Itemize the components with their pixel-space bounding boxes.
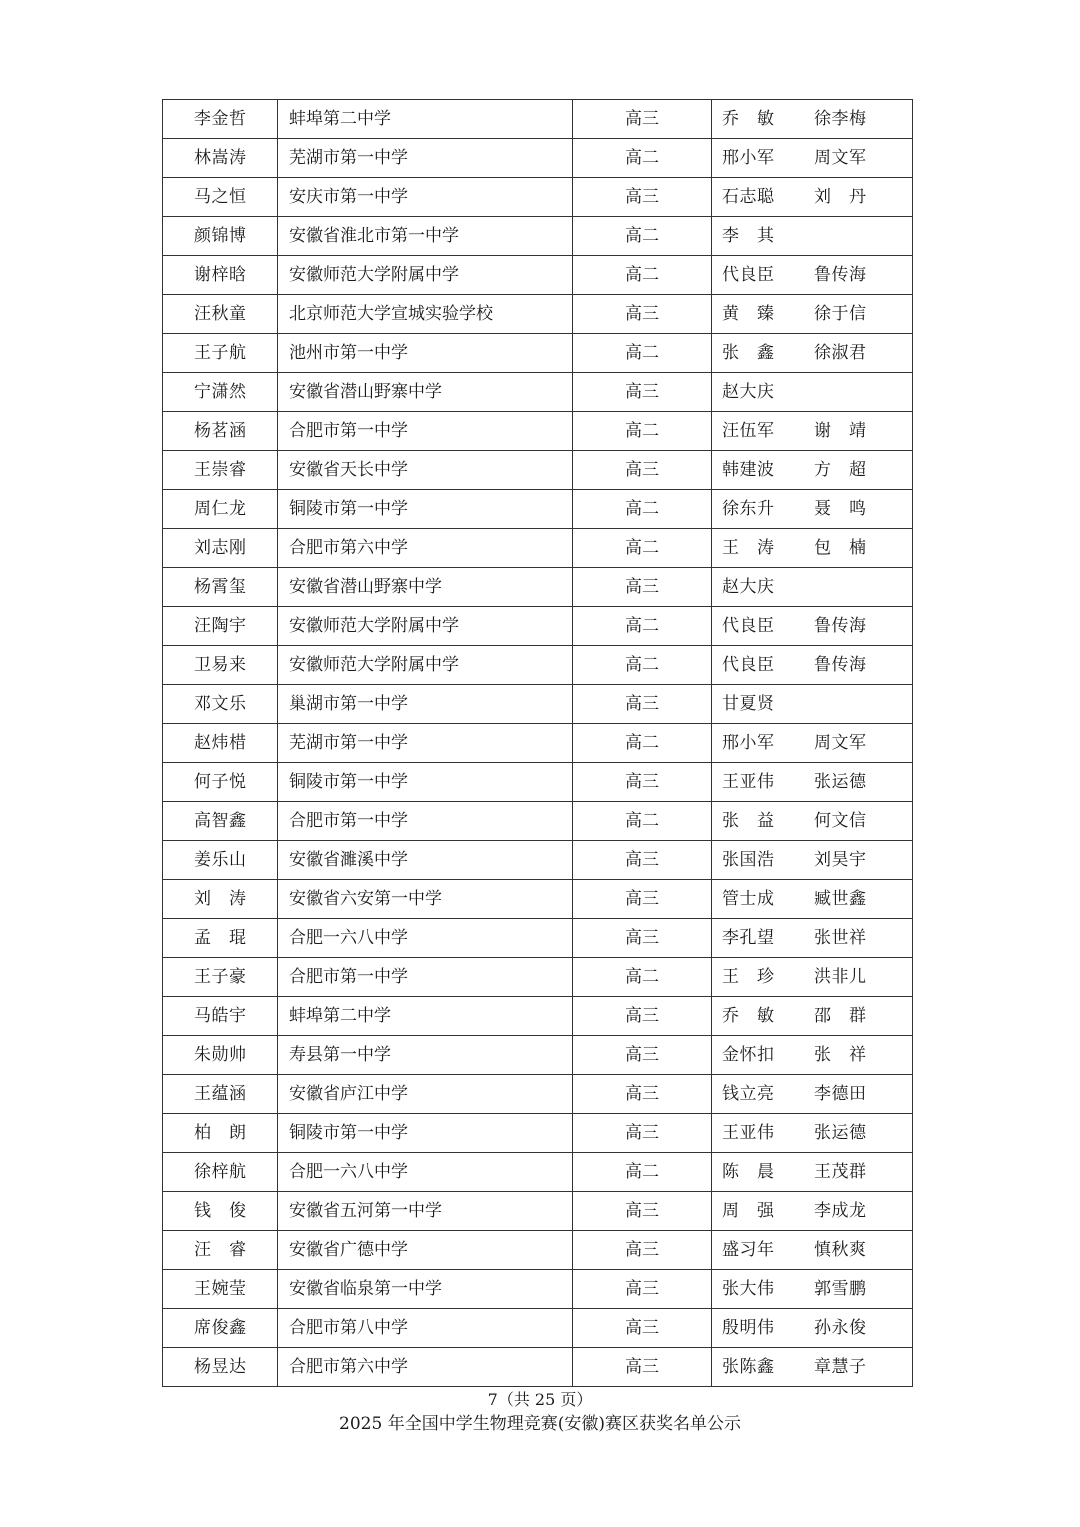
coach-primary: 盛习年 xyxy=(722,1240,774,1260)
grade: 高三 xyxy=(573,685,712,724)
student-name: 马皓宇 xyxy=(194,1006,246,1026)
coach-cell xyxy=(712,217,913,256)
coach-secondary: 慎秋爽 xyxy=(814,1240,866,1260)
school-name: 北京师范大学宣城实验学校 xyxy=(278,295,573,334)
table-row xyxy=(163,1348,913,1387)
student-name-cell xyxy=(163,1231,278,1270)
coach-primary: 甘夏贤 xyxy=(722,694,774,714)
coach-primary: 韩建波 xyxy=(722,460,774,480)
table-row xyxy=(163,295,913,334)
school-name: 安徽省天长中学 xyxy=(278,451,573,490)
student-name-cell xyxy=(163,1036,278,1075)
table-row xyxy=(163,1231,913,1270)
school-name: 蚌埠第二中学 xyxy=(278,997,573,1036)
school-name: 安徽省庐江中学 xyxy=(278,1075,573,1114)
coach-cell xyxy=(712,607,913,646)
grade: 高三 xyxy=(573,997,712,1036)
student-name-cell xyxy=(163,412,278,451)
coach-primary: 代良臣 xyxy=(722,655,774,675)
grade: 高二 xyxy=(573,802,712,841)
student-name-cell xyxy=(163,997,278,1036)
school-name: 铜陵市第一中学 xyxy=(278,490,573,529)
table-row xyxy=(163,373,913,412)
coach-primary: 邢小军 xyxy=(722,148,774,168)
grade: 高三 xyxy=(573,451,712,490)
table-row xyxy=(163,412,913,451)
coach-cell xyxy=(712,1231,913,1270)
coach-primary: 李孔望 xyxy=(722,928,774,948)
student-name-cell xyxy=(163,1153,278,1192)
coach-primary: 张 益 xyxy=(722,811,774,831)
coach-secondary: 徐于信 xyxy=(814,304,866,324)
student-name-cell xyxy=(163,880,278,919)
student-name-cell xyxy=(163,1309,278,1348)
coach-primary: 邢小军 xyxy=(722,733,774,753)
grade: 高三 xyxy=(573,1075,712,1114)
page-number: 7（共 25 页） xyxy=(487,1390,593,1409)
coach-cell xyxy=(712,568,913,607)
student-name: 汪陶宇 xyxy=(194,616,246,636)
table-row xyxy=(163,490,913,529)
school-name: 合肥市第一中学 xyxy=(278,412,573,451)
grade: 高三 xyxy=(573,373,712,412)
coach-cell xyxy=(712,295,913,334)
grade: 高二 xyxy=(573,1153,712,1192)
coach-cell xyxy=(712,1153,913,1192)
table-row xyxy=(163,100,913,139)
coach-primary: 王 涛 xyxy=(722,538,774,558)
coach-secondary: 张运德 xyxy=(814,772,866,792)
coach-cell xyxy=(712,646,913,685)
coach-secondary: 聂 鸣 xyxy=(814,499,866,519)
table-row xyxy=(163,763,913,802)
student-name-cell xyxy=(163,1348,278,1387)
coach-secondary: 孙永俊 xyxy=(814,1318,866,1338)
coach-primary: 王 珍 xyxy=(722,967,774,987)
coach-cell xyxy=(712,334,913,373)
coach-primary: 张国浩 xyxy=(722,850,774,870)
school-name: 寿县第一中学 xyxy=(278,1036,573,1075)
coach-cell xyxy=(712,1270,913,1309)
grade: 高二 xyxy=(573,334,712,373)
table-row xyxy=(163,841,913,880)
coach-secondary: 包 楠 xyxy=(814,538,866,558)
coach-secondary: 张世祥 xyxy=(814,928,866,948)
coach-secondary: 方 超 xyxy=(814,460,866,480)
coach-secondary: 臧世鑫 xyxy=(814,889,866,909)
student-name-cell xyxy=(163,1075,278,1114)
coach-primary: 张陈鑫 xyxy=(722,1357,774,1377)
student-name-cell xyxy=(163,1270,278,1309)
grade: 高三 xyxy=(573,178,712,217)
coach-secondary: 鲁传海 xyxy=(814,265,866,285)
coach-cell xyxy=(712,841,913,880)
table-row xyxy=(163,139,913,178)
coach-cell xyxy=(712,958,913,997)
school-name: 安徽省潜山野寨中学 xyxy=(278,568,573,607)
school-name: 安徽省淮北市第一中学 xyxy=(278,217,573,256)
coach-secondary: 洪非儿 xyxy=(814,967,866,987)
student-name: 王子航 xyxy=(194,343,246,363)
coach-cell xyxy=(712,256,913,295)
coach-cell xyxy=(712,1192,913,1231)
coach-primary: 周 强 xyxy=(722,1201,774,1221)
student-name: 王婉莹 xyxy=(194,1279,246,1299)
school-name: 安徽省广德中学 xyxy=(278,1231,573,1270)
coach-secondary: 李成龙 xyxy=(814,1201,866,1221)
student-name: 席俊鑫 xyxy=(194,1318,246,1338)
coach-cell xyxy=(712,802,913,841)
table-row xyxy=(163,1114,913,1153)
student-name: 马之恒 xyxy=(194,187,246,207)
student-name-cell xyxy=(163,217,278,256)
coach-primary: 汪伍军 xyxy=(722,421,774,441)
student-name-cell xyxy=(163,685,278,724)
student-name-cell xyxy=(163,178,278,217)
student-name: 林嵩涛 xyxy=(194,148,246,168)
school-name: 安徽师范大学附属中学 xyxy=(278,646,573,685)
student-name: 汪 睿 xyxy=(194,1240,246,1260)
student-name-cell xyxy=(163,607,278,646)
school-name: 巢湖市第一中学 xyxy=(278,685,573,724)
coach-cell xyxy=(712,997,913,1036)
school-name: 安徽师范大学附属中学 xyxy=(278,607,573,646)
coach-cell xyxy=(712,763,913,802)
table-row xyxy=(163,256,913,295)
grade: 高三 xyxy=(573,100,712,139)
student-name-cell xyxy=(163,802,278,841)
school-name: 芜湖市第一中学 xyxy=(278,724,573,763)
coach-secondary: 王茂群 xyxy=(814,1162,866,1182)
school-name: 合肥市第一中学 xyxy=(278,802,573,841)
school-name: 安徽省六安第一中学 xyxy=(278,880,573,919)
student-name-cell xyxy=(163,1114,278,1153)
student-name-cell xyxy=(163,919,278,958)
student-name: 柏 朗 xyxy=(194,1123,246,1143)
coach-primary: 陈 晨 xyxy=(722,1162,774,1182)
coach-secondary: 邵 群 xyxy=(814,1006,866,1026)
student-name: 卫易来 xyxy=(194,655,246,675)
student-name: 汪秋童 xyxy=(194,304,246,324)
student-name-cell xyxy=(163,529,278,568)
coach-secondary: 李德田 xyxy=(814,1084,866,1104)
coach-cell xyxy=(712,412,913,451)
coach-cell xyxy=(712,1348,913,1387)
coach-secondary: 郭雪鹏 xyxy=(814,1279,866,1299)
grade: 高二 xyxy=(573,607,712,646)
award-table-body xyxy=(163,100,913,1387)
student-name: 谢梓晗 xyxy=(194,265,246,285)
table-row xyxy=(163,451,913,490)
table-row xyxy=(163,1036,913,1075)
student-name: 刘 涛 xyxy=(194,889,246,909)
grade: 高三 xyxy=(573,763,712,802)
student-name-cell xyxy=(163,100,278,139)
grade: 高二 xyxy=(573,529,712,568)
school-name: 合肥市第一中学 xyxy=(278,958,573,997)
table-row xyxy=(163,1153,913,1192)
table-row xyxy=(163,217,913,256)
grade: 高三 xyxy=(573,880,712,919)
school-name: 芜湖市第一中学 xyxy=(278,139,573,178)
coach-primary: 代良臣 xyxy=(722,265,774,285)
grade: 高二 xyxy=(573,256,712,295)
coach-primary: 代良臣 xyxy=(722,616,774,636)
coach-secondary: 张 祥 xyxy=(814,1045,866,1065)
grade: 高三 xyxy=(573,295,712,334)
student-name: 王蕴涵 xyxy=(194,1084,246,1104)
coach-secondary: 鲁传海 xyxy=(814,616,866,636)
school-name: 蚌埠第二中学 xyxy=(278,100,573,139)
coach-primary: 石志聪 xyxy=(722,187,774,207)
student-name: 杨霄玺 xyxy=(194,577,246,597)
grade: 高二 xyxy=(573,958,712,997)
coach-secondary: 章慧子 xyxy=(814,1357,866,1377)
coach-cell xyxy=(712,100,913,139)
table-row xyxy=(163,919,913,958)
table-row xyxy=(163,607,913,646)
student-name: 周仁龙 xyxy=(194,499,246,519)
grade: 高二 xyxy=(573,724,712,763)
student-name: 刘志刚 xyxy=(194,538,246,558)
coach-primary: 管士成 xyxy=(722,889,774,909)
grade: 高三 xyxy=(573,1270,712,1309)
student-name: 何子悦 xyxy=(194,772,246,792)
table-row xyxy=(163,958,913,997)
grade: 高二 xyxy=(573,217,712,256)
student-name-cell xyxy=(163,256,278,295)
student-name: 高智鑫 xyxy=(194,811,246,831)
coach-cell xyxy=(712,178,913,217)
coach-primary: 钱立亮 xyxy=(722,1084,774,1104)
table-row xyxy=(163,880,913,919)
student-name: 朱勋帅 xyxy=(194,1045,246,1065)
student-name-cell xyxy=(163,724,278,763)
coach-primary: 徐东升 xyxy=(722,499,774,519)
school-name: 合肥一六八中学 xyxy=(278,919,573,958)
coach-cell xyxy=(712,139,913,178)
student-name-cell xyxy=(163,568,278,607)
student-name-cell xyxy=(163,841,278,880)
coach-secondary: 何文信 xyxy=(814,811,866,831)
grade: 高三 xyxy=(573,1036,712,1075)
coach-primary: 乔 敏 xyxy=(722,1006,774,1026)
table-row xyxy=(163,529,913,568)
grade: 高三 xyxy=(573,568,712,607)
grade: 高三 xyxy=(573,1192,712,1231)
school-name: 铜陵市第一中学 xyxy=(278,1114,573,1153)
coach-cell xyxy=(712,880,913,919)
student-name: 姜乐山 xyxy=(194,850,246,870)
grade: 高三 xyxy=(573,1309,712,1348)
coach-primary: 殷明伟 xyxy=(722,1318,774,1338)
coach-secondary: 谢 靖 xyxy=(814,421,866,441)
award-table xyxy=(162,99,913,1387)
coach-primary: 张大伟 xyxy=(722,1279,774,1299)
grade: 高三 xyxy=(573,841,712,880)
coach-cell xyxy=(712,685,913,724)
school-name: 合肥市第八中学 xyxy=(278,1309,573,1348)
school-name: 安徽省濉溪中学 xyxy=(278,841,573,880)
student-name: 王子豪 xyxy=(194,967,246,987)
school-name: 合肥市第六中学 xyxy=(278,529,573,568)
document-title: 2025 年全国中学生物理竞赛(安徽)赛区获奖名单公示 xyxy=(339,1414,741,1434)
school-name: 安庆市第一中学 xyxy=(278,178,573,217)
table-row xyxy=(163,997,913,1036)
student-name: 钱 俊 xyxy=(194,1201,246,1221)
coach-cell xyxy=(712,1075,913,1114)
coach-cell xyxy=(712,451,913,490)
coach-primary: 王亚伟 xyxy=(722,772,774,792)
grade: 高三 xyxy=(573,1231,712,1270)
school-name: 安徽省五河第一中学 xyxy=(278,1192,573,1231)
student-name-cell xyxy=(163,490,278,529)
coach-secondary: 鲁传海 xyxy=(814,655,866,675)
student-name-cell xyxy=(163,295,278,334)
coach-primary: 赵大庆 xyxy=(722,382,774,402)
coach-primary: 王亚伟 xyxy=(722,1123,774,1143)
table-row xyxy=(163,724,913,763)
grade: 高三 xyxy=(573,1348,712,1387)
student-name: 杨昱达 xyxy=(194,1357,246,1377)
coach-primary: 赵大庆 xyxy=(722,577,774,597)
table-row xyxy=(163,1309,913,1348)
coach-cell xyxy=(712,724,913,763)
coach-secondary: 刘昊宇 xyxy=(814,850,866,870)
table-row xyxy=(163,178,913,217)
student-name-cell xyxy=(163,763,278,802)
student-name-cell xyxy=(163,451,278,490)
table-row xyxy=(163,334,913,373)
school-name: 铜陵市第一中学 xyxy=(278,763,573,802)
coach-secondary: 徐李梅 xyxy=(814,109,866,129)
table-row xyxy=(163,568,913,607)
table-row xyxy=(163,685,913,724)
coach-primary: 乔 敏 xyxy=(722,109,774,129)
student-name-cell xyxy=(163,334,278,373)
coach-primary: 黄 臻 xyxy=(722,304,774,324)
table-row xyxy=(163,1075,913,1114)
student-name-cell xyxy=(163,646,278,685)
grade: 高二 xyxy=(573,490,712,529)
coach-cell xyxy=(712,529,913,568)
student-name-cell xyxy=(163,373,278,412)
school-name: 池州市第一中学 xyxy=(278,334,573,373)
school-name: 合肥一六八中学 xyxy=(278,1153,573,1192)
school-name: 安徽省临泉第一中学 xyxy=(278,1270,573,1309)
student-name-cell xyxy=(163,1192,278,1231)
student-name: 李金哲 xyxy=(194,109,246,129)
coach-primary: 金怀扣 xyxy=(722,1045,774,1065)
student-name: 杨茗涵 xyxy=(194,421,246,441)
student-name: 邓文乐 xyxy=(194,694,246,714)
student-name: 王崇睿 xyxy=(194,460,246,480)
student-name: 颜锦博 xyxy=(194,226,246,246)
student-name: 赵炜棤 xyxy=(194,733,246,753)
table-row xyxy=(163,802,913,841)
student-name: 孟 琨 xyxy=(194,928,246,948)
student-name: 徐梓航 xyxy=(194,1162,246,1182)
student-name: 宁潇然 xyxy=(194,382,246,402)
coach-cell xyxy=(712,1114,913,1153)
school-name: 安徽省潜山野寨中学 xyxy=(278,373,573,412)
table-row xyxy=(163,1192,913,1231)
coach-cell xyxy=(712,919,913,958)
grade: 高二 xyxy=(573,139,712,178)
student-name-cell xyxy=(163,958,278,997)
coach-cell xyxy=(712,490,913,529)
coach-primary: 张 鑫 xyxy=(722,343,774,363)
grade: 高二 xyxy=(573,646,712,685)
grade: 高三 xyxy=(573,1114,712,1153)
coach-secondary: 周文军 xyxy=(814,733,866,753)
coach-cell xyxy=(712,1309,913,1348)
school-name: 合肥市第六中学 xyxy=(278,1348,573,1387)
coach-primary: 李 其 xyxy=(722,226,774,246)
grade: 高二 xyxy=(573,412,712,451)
school-name: 安徽师范大学附属中学 xyxy=(278,256,573,295)
grade: 高三 xyxy=(573,919,712,958)
table-row xyxy=(163,646,913,685)
coach-cell xyxy=(712,1036,913,1075)
table-row xyxy=(163,1270,913,1309)
coach-secondary: 徐淑君 xyxy=(814,343,866,363)
coach-cell xyxy=(712,373,913,412)
student-name-cell xyxy=(163,139,278,178)
coach-secondary: 周文军 xyxy=(814,148,866,168)
coach-secondary: 张运德 xyxy=(814,1123,866,1143)
coach-secondary: 刘 丹 xyxy=(814,187,866,207)
